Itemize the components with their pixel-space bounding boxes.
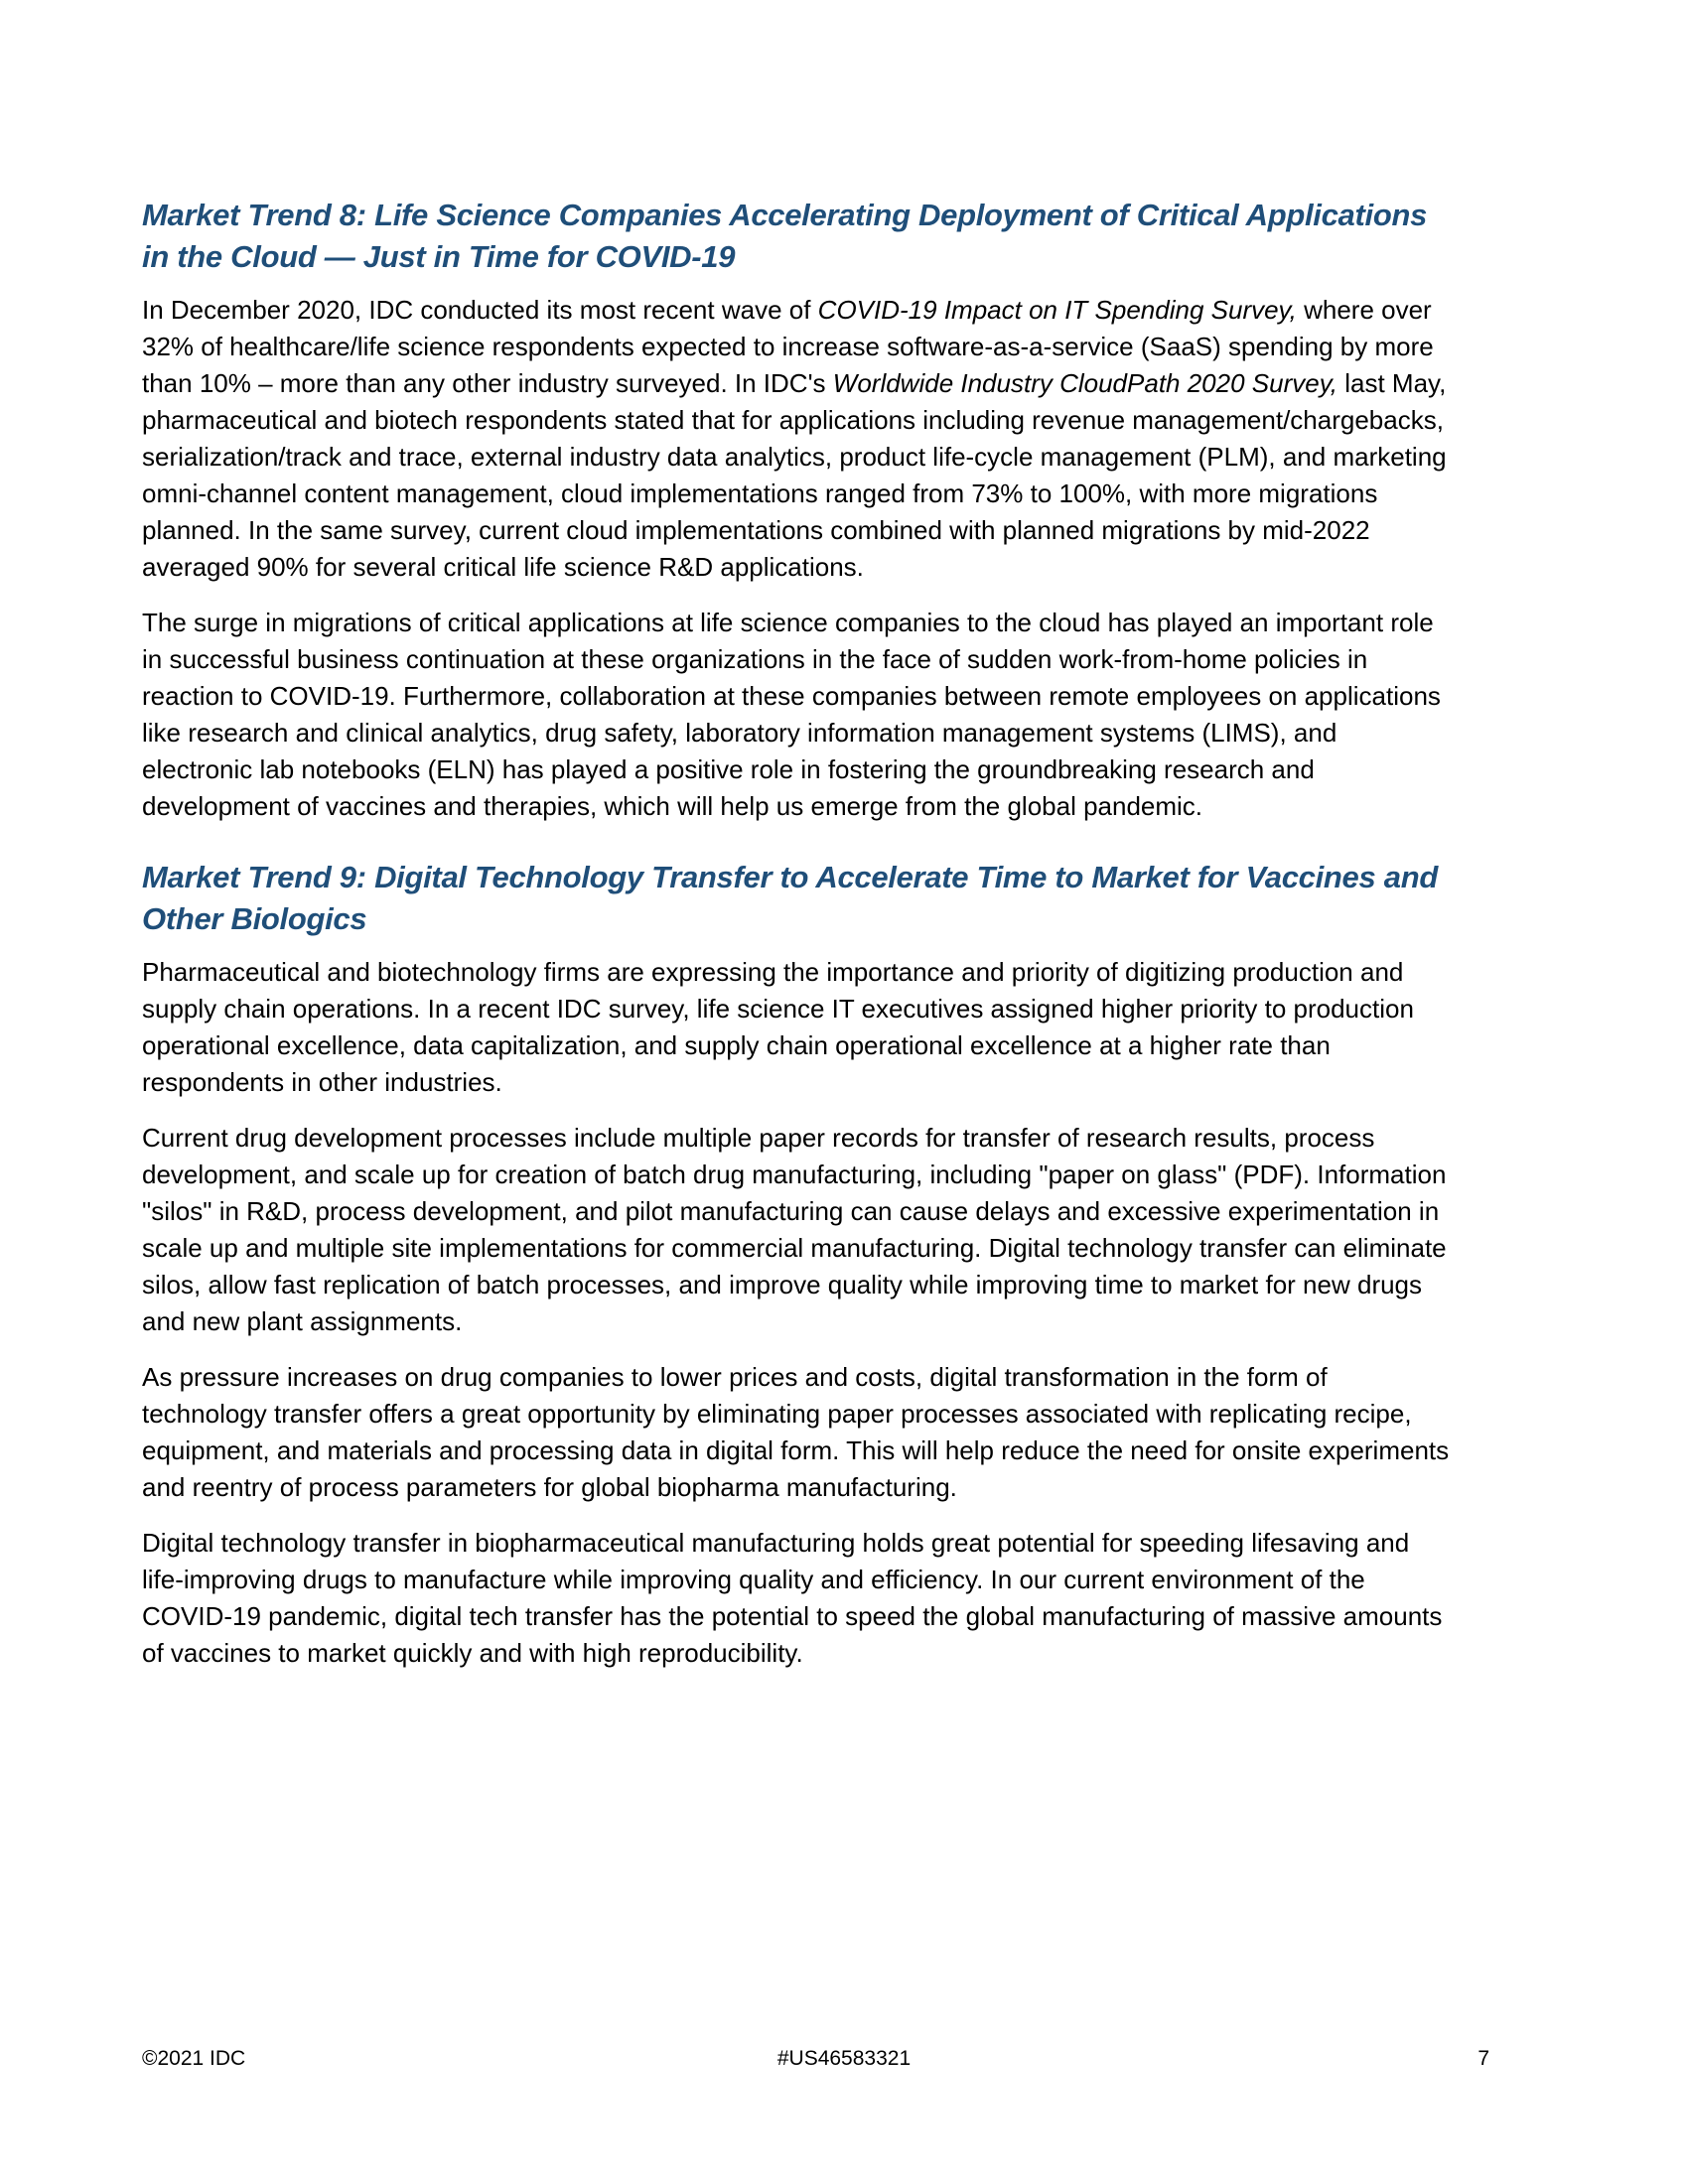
heading-market-trend-9: Market Trend 9: Digital Technology Transfer to Accelerate Time to Market for Vaccines and Other Biologics	[142, 860, 1438, 936]
paragraph-pressure-lower-prices: As pressure increases on drug companies to lower prices and costs, digital transformation in the form of technology transfer offers a great opportunity by eliminating paper processes associated with replicating recipe, equipment, and materials and processing data in digital form. This will help reduce the need for onsite experiments and reentry of process parameters for global biopharma manufacturing.	[142, 1362, 1450, 1502]
page-content	[142, 195, 1453, 1691]
paragraph-cloud-survey: In December 2020, IDC conducted its most recent wave of COVID-19 Impact on IT Spending Survey, where over 32% of healthcare/life science respondents expected to increase software-as-a-service (SaaS) spending by more than 10% – more than any other industry surveyed. In IDC's Worldwide Industry CloudPath 2020 Survey, last May, pharmaceutical and biotech respondents stated that for applications including revenue management/chargebacks, serialization/track and trace, external industry data analytics, product life-cycle management (PLM), and marketing omni-channel content management, cloud implementations ranged from 73% to 100%, with more migrations planned. In the same survey, current cloud implementations combined with planned migrations by mid-2022 averaged 90% for several critical life science R&D applications.	[142, 295, 1447, 582]
footer-copyright: ©2021 IDC	[142, 2047, 246, 2070]
paragraph-digitizing-priority: Pharmaceutical and biotechnology firms are expressing the importance and priority of digitizing production and supply chain operations. In a recent IDC survey, life science IT executives assigned higher priority to production operational excellence, data capitalization, and supply chain operational excellence at a higher rate than respondents in other industries.	[142, 957, 1414, 1097]
footer-doc-id: #US46583321	[776, 2047, 912, 2070]
paragraph-tech-transfer-potential: Digital technology transfer in biopharmaceutical manufacturing holds great potential for speeding lifesaving and life-improving drugs to manufacture while improving quality and efficiency. In our current environment of the COVID-19 pandemic, digital tech transfer has the potential to speed the global manufacturing of massive amounts of vaccines to market quickly and with high reproducibility.	[142, 1528, 1443, 1668]
heading-market-trend-8: Market Trend 8: Life Science Companies Accelerating Deployment of Critical Applications in the Cloud — Just in Time for COVID-19	[142, 198, 1428, 274]
page-footer	[0, 2043, 1688, 2075]
footer-page-number: 7	[1477, 2047, 1489, 2070]
paragraph-paper-records: Current drug development processes include multiple paper records for transfer of research results, process development, and scale up for creation of batch drug manufacturing, including "paper on glass" (PDF). Information "silos" in R&D, process development, and pilot manufacturing can cause delays and excessive experimentation in scale up and multiple site implementations for commercial manufacturing. Digital technology transfer can eliminate silos, allow fast replication of batch processes, and improve quality while improving time to market for new drugs and new plant assignments.	[142, 1123, 1447, 1336]
paragraph-cloud-migration-surge: The surge in migrations of critical applications at life science companies to the cloud has played an important role in successful business continuation at these organizations in the face of sudden work-from-home policies in reaction to COVID-19. Furthermore, collaboration at these companies between remote employees on applications like research and clinical analytics, drug safety, laboratory information management systems (LIMS), and electronic lab notebooks (ELN) has played a positive role in fostering the groundbreaking research and development of vaccines and therapies, which will help us emerge from the global pandemic.	[142, 608, 1441, 821]
